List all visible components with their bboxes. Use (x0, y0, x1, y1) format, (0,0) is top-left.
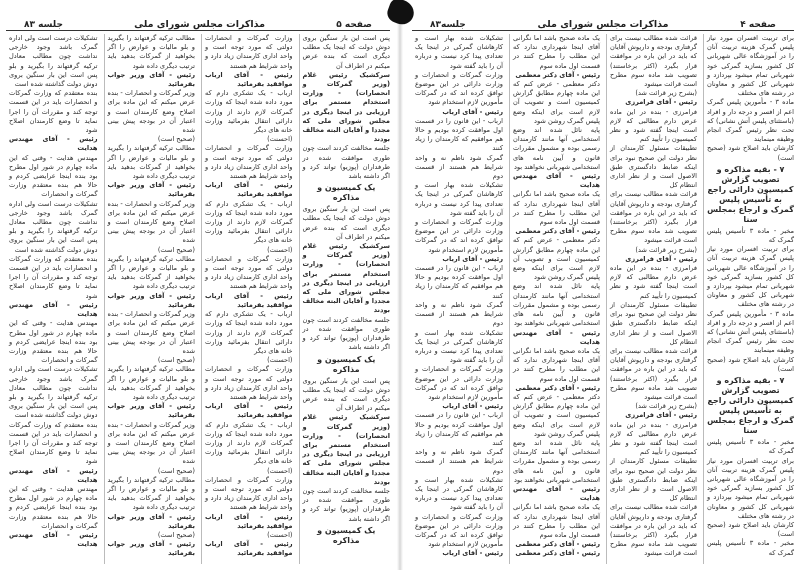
paragraph: (احسنت) (267, 466, 293, 475)
paragraph: وزارت گمرکات و انحصارات دولتی که مورد توجه است و واحد اداری کارمندان زیاد دارد و واحد شرایط هم هستند (205, 144, 293, 181)
page-number: صفحه ۵ (336, 20, 372, 30)
paragraph: وزیر گمرکات و انحصارات - بنده عرض میکنم که این ماده برای اصلاح وضع کارمندان است و اعتبار آن در بودجه پیش بینی شده (107, 420, 195, 466)
speaker-paragraph: رئیس - آقای فرامرزی (625, 254, 697, 263)
paragraph: برای تربیت افسران مورد نیاز پلیس گمرک هزینه تربیت آنان را در آموزشگاه عالی شهربانی کل کشور بسازید گمرکی خود شهربانی تمام میشود بپردازد و شهربانی کل کشور و معاونان در رشته های مختلف (707, 34, 794, 98)
text-column (6, 34, 98, 564)
paragraph: ارباب - یک تشکری دارم که مورد داده شده اینجا که وزارت گمرکات لازم دارند از وزارت دارائی انتقال بفرمائید وزارت خانه های دیگر (205, 89, 293, 135)
text-columns (6, 34, 390, 564)
publication-title: مذاکرات مجلس شورای ملی (134, 19, 266, 30)
paragraph: (صحیح است) (157, 245, 195, 254)
paragraph: پایه نائل شده اند وضع استخدامی آنها مانند کارمندان رسمی بوده و مشمول مقررات قانون و آیین نامه های استخدامی شهربانی نخواهند بود (513, 126, 600, 171)
paragraph: ارباب - یک تشکری دارم که مورد داده شده اینجا که وزارت گمرکات لازم دارند از وزارت دارائی انتقال بفرمائید وزارت خانه های دیگر (205, 420, 293, 466)
paragraph: وزارت گمرکات و انحصارات و وزارت دارائی در این موضوع توافق کرده اند که در گمرکات مأمورین لازم استخدام شود (415, 70, 503, 107)
speaker-paragraph: رئیس - آقای دکتر معظمی (515, 227, 600, 236)
paragraph: ارباب - این قانون را در قسمت اول موافقت کرده بودیم و حالا هم موافقیم که کارمندان را زیاد کنند (415, 116, 503, 153)
speaker-paragraph: سرکشیک رئیس غلام (وزیر گمرکات و انحصارات) - وزارت استخدام مستمر برای ارزیابی در اینجا دیگری در مجلس شورای ملی که مجددا و آقایان البته مخالف بودند (302, 242, 390, 315)
page-header (6, 8, 390, 31)
paragraph: پس است این بار سنگین بروی دوش دولت که اینجا یک مطلب دیگری است که بنده عرض میکنم در اطراف آن (302, 205, 390, 241)
paragraph: گمرک شود ناظم نه و واحد شرایط هم هستند از قسمت دوم (415, 300, 503, 328)
paragraph: وزارت گمرکات و انحصارات دولتی که مورد توجه است و واحد اداری کارمندان زیاد دارد و واحد شرایط هم هستند (205, 475, 293, 512)
paragraph: برای تربیت افسران مورد نیاز پلیس گمرک هزینه تربیت آنان را در آموزشگاه عالی شهربانی کل کشور بسازید گمرکی خود شهربانی تمام میشود بپردازد و شهربانی کل کشور و معاونان در رشته های مختلف (707, 245, 794, 309)
speaker-paragraph: سرکشیک رئیس غلام (وزیر گمرکات و انحصارات) - وزارت استخدام مستمر برای ارزیابی در اینجا دیگری در مجلس شورای ملی که مجددا و آقایان البته مخالف بودند (302, 413, 390, 486)
paragraph: مهندس هدایت - وقتی که این ماده چهارم در شور اول مطرح بود بنده اینجا عرایضی کردم و حالا هم بنده معتقدم وزارت گمرکات و انحصارات (9, 153, 98, 199)
paragraph: یک ماده صحیح باشد اما نگرانی آقای اینجا شهرداری ندارد که این مطلب را مطرح کنند در قسمت اول ماده سوم (513, 503, 600, 539)
session-number: جلسه ۸۳ (24, 20, 63, 30)
paragraph: یک ماده صحیح باشد اما نگرانی آقای اینجا شهرداری ندارد که این مطلب را مطرح کنند در قسمت اول ماده سوم (513, 34, 600, 70)
paragraph: تطبیقات مسئول کارمندان از نظر دولت این صحیح نبود برای اینکه ضابط دادگستری طبق الاصول است و از نظر اداری انتظام کل (610, 300, 697, 346)
speaker-paragraph: رئیس - آقای ارباب موافقید بفرمائید (205, 70, 293, 89)
paragraph: وزارت گمرکات و انحصارات و وزارت دارائی در این موضوع توافق کرده اند که در گمرکات مأمورین لازم استخدام شود (415, 218, 503, 254)
paragraph: وزیر گمرکات و انحصارات - بنده عرض میکنم که این ماده برای اصلاح وضع کارمندان است و اعتبار آن در بودجه پیش بینی شده (107, 310, 195, 355)
paragraph: وزارت گمرکات و انحصارات و وزارت دارائی در این موضوع توافق کرده اند که در گمرکات مأمورین لازم استخدام شود (415, 365, 503, 401)
text-column (509, 34, 600, 564)
speaker-paragraph: رئیس - آقای مهندس هدایت (9, 466, 98, 484)
paragraph: تشکیلات شده بهار است و کارهاشان گمرکی در اینجا یک تعدادی پیدا کرد نیست و درباره آن را باید گفته شود (415, 181, 503, 217)
paragraph: ماده ۳ - مأمورین پلیس گمرک اعم از افسر و درجه دار و افراد (باستثنای پلیس آتش نشانی) که تحت نظر رئیس گمرک انجام وظیفه مینمایند (707, 309, 794, 355)
paragraph: (بشرح زیر قرائت شد) (635, 245, 697, 254)
paragraph: (احسنت) (267, 356, 293, 365)
paragraph: گمرک شود ناظم نه و واحد شرایط هم هستند از قسمت دوم (415, 448, 503, 475)
paragraph: بنده معتقدم که وزارت گمرکات و انحصارات باید در این قسمت توجه کند و مقررات آن را اجرا نماید تا وضع کارمندان اصلاح شود (9, 254, 98, 300)
speaker-paragraph: رئیس - آقای وزیر جواب بفرمائید (107, 70, 195, 89)
paragraph: مخبر - ماده ۳ تأسیس پلیس گمرک که (707, 226, 794, 245)
paragraph: (صحیح است) (157, 466, 195, 475)
paragraph: جلسه مخالفت کردند است چون طوری موافقت شده در طرفداران (پوزیو) تواند کرد و اگر داشته باشد (302, 144, 390, 181)
session-number: جلسه۸۳ (430, 20, 466, 30)
speaker-paragraph: رئیس - آقای مهندس هدایت (9, 300, 98, 319)
speaker-paragraph: رئیس - آقای فرامرزی (625, 98, 697, 107)
paragraph: مطالب ترکیه گرفتهاند را بگیرید و بلو مالیات و عوارض را اگر بخواهید از گمرکات بدهید باید ترتیب دیگری داده شود (107, 144, 195, 181)
paragraph: قرائت شده مطالب نیست برای گرفتاری بودجه و داریوش آقایان که باید در این باره در موافقت قرار بگیرد (اکثر برخاستند) تصویب شد ماده سوم مطرح است قرائت میشود (610, 503, 697, 558)
paragraph: تشکیلات درست است ولی اداره گمرک باشد وجود خارجی نداشت چون مطالب معادل ترکیه گرفتهاند را بگیرید و بلو پس است این بار سنگین بروی دوش دولت گذاشته شده است (9, 365, 98, 420)
paragraph: برای تربیت افسران مورد نیاز پلیس گمرک هزینه تربیت آنان را در آموزشگاه عالی شهربانی کل کشور بسازید گمرکی خود شهربانی تمام میشود بپردازد و شهربانی کل کشور و معاونان در رشته های مختلف (707, 456, 794, 520)
speaker-paragraph: رئیس - آقای دکتر معظمی (515, 549, 600, 558)
right-page (400, 0, 800, 564)
speaker-paragraph: رئیس - آقای ارباب موافقید بفرمائید (205, 540, 293, 558)
paragraph: ارباب - این قانون را در قسمت اول موافقت کرده بودیم و حالا هم موافقیم که کارمندان را زیاد کنند (415, 264, 503, 300)
section-heading: یک کمیسیون و مذاکره (317, 183, 376, 203)
page-gutter (397, 0, 403, 570)
paragraph: جلسه مخالفت کردند است چون طوری موافقت شده در طرفداران (پوزیو) تواند کرد و اگر داشته باشد (302, 486, 390, 523)
speaker-paragraph: رئیس - آقای دکتر معظمی (515, 383, 600, 392)
text-columns (412, 34, 794, 564)
speaker-paragraph: رئیس - آقای ارباب (442, 254, 503, 263)
paragraph: وزارت گمرکات و انحصارات دولتی که مورد توجه است و واحد اداری کارمندان زیاد دارد و واحد شرایط هم هستند (205, 254, 293, 291)
paragraph: مطالب ترکیه گرفتهاند را بگیرید و بلو مالیات و عوارض را اگر بخواهید از گمرکات بدهید باید ترتیب دیگری داده شود (107, 475, 195, 512)
speaker-paragraph: رئیس - آقای ارباب موافقید بفرمائید (205, 291, 293, 309)
paragraph: گمرک شود ناظم نه و واحد شرایط هم هستند از قسمت دوم (415, 153, 503, 181)
speaker-paragraph: رئیس - آقای ارباب (442, 549, 503, 558)
paragraph: مخبر - ماده ۳ تأسیس پلیس گمرک که (707, 539, 794, 557)
paragraph: مهندس هدایت - وقتی که این ماده چهارم در شور اول مطرح بود بنده اینجا عرایضی کردم و حالا هم بنده معتقدم وزارت گمرکات و انحصارات (9, 484, 98, 530)
paragraph: تطبیقات مسئول کارمندان از نظر دولت این صحیح نبود برای اینکه ضابط دادگستری طبق الاصول است و از نظر اداری انتظام کل (610, 457, 697, 503)
paragraph: وزارت گمرکات و انحصارات دولتی که مورد توجه است و واحد اداری کارمندان زیاد دارد و واحد شرایط هم هستند (205, 365, 293, 401)
paragraph: وزیر گمرکات و انحصارات - بنده عرض میکنم که این ماده برای اصلاح وضع کارمندان است و اعتبار آن در بودجه پیش بینی شده (107, 199, 195, 245)
paragraph: تشکیلات درست است ولی اداره گمرک باشد وجود خارجی نداشت چون مطالب معادل ترکیه گرفتهاند را بگیرید و بلو پس است این بار سنگین بروی دوش دولت گذاشته شده است (9, 34, 98, 89)
paragraph: دکتر معظمی - عرض کنم که این ماده چهارم مطابق گزارش کمیسیون است و تصویب آن لازم است برای اینکه وضع پلیس گمرک روشن شود (513, 80, 600, 125)
speaker-paragraph: رئیس - آقای ارباب (442, 107, 503, 116)
paragraph: وزارت گمرکات و انحصارات دولتی که مورد توجه است و واحد اداری کارمندان زیاد دارد و واحد شرایط هم هستند (205, 34, 293, 70)
publication-title: مذاکرات مجلس شورای ملی (537, 19, 669, 30)
paragraph: قرائت شده مطالب نیست برای گرفتاری بودجه و داریوش آقایان که باید در این باره در موافقت قرار بگیرد (اکثر برخاستند) تصویب شد ماده سوم مطرح است قرائت میشود (610, 346, 697, 401)
paragraph: (صحیح است) (157, 356, 195, 365)
paragraph: پایه نائل شده اند وضع استخدامی آنها مانند کارمندان رسمی بوده و مشمول مقررات قانون و آیین نامه های استخدامی شهربانی نخواهند بود (513, 438, 600, 484)
paragraph: (احسنت) (267, 135, 293, 144)
speaker-paragraph: رئیس - آقای مهندس هدایت (9, 530, 98, 549)
speaker-paragraph: رئیس - آقای وزیر جواب بفرمائید (107, 540, 195, 558)
paragraph: بنده معتقدم که وزارت گمرکات و انحصارات باید در این قسمت توجه کند و مقررات آن را اجرا نماید تا وضع کارمندان اصلاح شود (9, 89, 98, 135)
paragraph: کارشان باید اصلاح شود (صحیح است) (707, 355, 794, 373)
paragraph: فرامرزی - بنده در این ماده عرض دارم مطالبی که لازم است اینجا گفته شود و نظر کمیسیون را تأیید کنم (610, 107, 697, 144)
paragraph: فرامرزی - بنده در این ماده عرض دارم مطالبی که لازم است اینجا گفته شود و نظر کمیسیون را تأیید کنم (610, 420, 697, 457)
paragraph: ماده ۳ - مأمورین پلیس گمرک اعم از افسر و درجه دار و افراد (باستثنای پلیس آتش نشانی) که تحت نظر رئیس گمرک انجام وظیفه مینمایند (707, 98, 794, 144)
speaker-paragraph: رئیس - آقای وزیر جواب بفرمائید (107, 181, 195, 199)
paragraph: جلسه مخالفت کردند است چون طوری موافقت شده در طرفداران (پوزیو) تواند کرد و اگر داشته باشد (302, 315, 390, 352)
paragraph: دکتر معظمی - عرض کنم که این ماده چهارم مطابق گزارش کمیسیون است و تصویب آن لازم است برای اینکه وضع پلیس گمرک روشن شود (513, 236, 600, 282)
paragraph: یک ماده صحیح باشد اما نگرانی آقای اینجا شهرداری ندارد که این مطلب را مطرح کنند در قسمت اول ماده سوم (513, 346, 600, 383)
paragraph: مخبر - ماده ۳ تأسیس پلیس گمرک که (707, 438, 794, 456)
speaker-paragraph: رئیس - آقای وزیر جواب بفرمائید (107, 291, 195, 309)
paragraph: (احسنت) (267, 245, 293, 254)
section-heading: ۷ - بقیه مذاکره و تصویب گزارش کمیسیون دارائی راجع به تأسیس پلیس گمرک و ارجاع بمجلس سنا (707, 164, 794, 224)
paragraph: وزیر گمرکات و انحصارات - بنده عرض میکنم که این ماده برای اصلاح وضع کارمندان است و اعتبار آن در بودجه پیش بینی شده (107, 89, 195, 135)
text-column (104, 34, 196, 564)
paragraph: مهندس هدایت - وقتی که این ماده چهارم در شور اول مطرح بود بنده اینجا عرایضی کردم و حالا هم بنده معتقدم وزارت گمرکات و انحصارات (9, 319, 98, 365)
paragraph: تشکیلات درست است ولی اداره گمرک باشد وجود خارجی نداشت چون مطالب معادل ترکیه گرفتهاند را بگیرید و بلو پس است این بار سنگین بروی دوش دولت گذاشته شده است (9, 199, 98, 254)
speaker-paragraph: رئیس - آقای دکتر معظمی (515, 70, 600, 79)
speaker-paragraph: رئیس - آقای فرامرزی (625, 411, 697, 420)
speaker-paragraph: رئیس - آقای وزیر جواب بفرمائید (107, 402, 195, 420)
paragraph: تشکیلات شده بهار است و کارهاشان گمرکی در اینجا یک تعدادی پیدا کرد نیست و درباره آن را باید گفته شود (415, 328, 503, 365)
text-column (412, 34, 503, 564)
paragraph: کارشان باید اصلاح شود (صحیح است) (707, 144, 794, 162)
speaker-paragraph: رئیس - آقای مهندس هدایت (513, 172, 600, 190)
paragraph: پایه نائل شده اند وضع استخدامی آنها مانند کارمندان رسمی بوده و مشمول مقررات قانون و آیین نامه های استخدامی شهربانی نخواهند بود (513, 282, 600, 328)
paragraph: (بشرح زیر قرائت شد) (635, 89, 697, 98)
page-number: صفحه ۴ (740, 20, 776, 30)
text-column (299, 34, 391, 564)
paragraph: (بشرح زیر قرائت شد) (635, 402, 697, 411)
speaker-paragraph: رئیس - آقای ارباب موافقید بفرمائید (205, 402, 293, 420)
speaker-paragraph: رئیس - آقای ارباب موافقید بفرمائید (205, 512, 293, 530)
left-page (0, 0, 400, 564)
speaker-paragraph: رئیس - آقای دکتر معظمی (515, 540, 600, 549)
paragraph: تطبیقات مسئول کارمندان از نظر دولت این صحیح نبود برای اینکه ضابط دادگستری طبق الاصول است و از نظر اداری انتظام کل (610, 144, 697, 190)
paragraph: فرامرزی - بنده در این ماده عرض دارم مطالبی که لازم است اینجا گفته شود و نظر کمیسیون را تأیید کنم (610, 264, 697, 300)
text-column (606, 34, 697, 564)
section-heading: ۷ - بقیه مذاکره و تصویب گزارش کمیسیون دارائی راجع به تأسیس پلیس گمرک و ارجاع بمجلس سنا (707, 376, 794, 436)
paragraph: وزارت گمرکات و انحصارات و وزارت دارائی در این موضوع توافق کرده اند که در گمرکات مأمورین لازم استخدام شود (415, 512, 503, 549)
paragraph: ارباب - یک تشکری دارم که مورد داده شده اینجا که وزارت گمرکات لازم دارند از وزارت دارائی انتقال بفرمائید وزارت خانه های دیگر (205, 310, 293, 355)
speaker-paragraph: سرکشیک رئیس غلام (وزیر گمرکات و انحصارات) - وزارت استخدام مستمر برای ارزیابی در اینجا دیگری در مجلس شورای ملی که مجددا و آقایان البته مخالف بودند (302, 70, 390, 144)
paragraph: بنده معتقدم که وزارت گمرکات و انحصارات باید در این قسمت توجه کند و مقررات آن را اجرا نماید تا وضع کارمندان اصلاح شود (9, 420, 98, 466)
text-column (703, 34, 794, 564)
paragraph: دکتر معظمی - عرض کنم که این ماده چهارم مطابق گزارش کمیسیون است و تصویب آن لازم است برای اینکه وضع پلیس گمرک روشن شود (513, 392, 600, 438)
page-header (412, 8, 794, 31)
paragraph: ارباب - این قانون را در قسمت اول موافقت کرده بودیم و حالا هم موافقیم که کارمندان را زیاد کنند (415, 411, 503, 447)
speaker-paragraph: رئیس - آقای مهندس هدایت (9, 135, 98, 153)
speaker-paragraph: رئیس - آقای ارباب موافقید بفرمائید (205, 181, 293, 199)
speaker-paragraph: رئیس - آقای وزیر جواب بفرمائید (107, 512, 195, 530)
paragraph: ارباب - یک تشکری دارم که مورد داده شده اینجا که وزارت گمرکات لازم دارند از وزارت دارائی انتقال بفرمائید وزارت خانه های دیگر (205, 199, 293, 245)
paragraph: قرائت شده مطالب نیست برای گرفتاری بودجه و داریوش آقایان که باید در این باره در موافقت قرار بگیرد (اکثر برخاستند) تصویب شد ماده سوم مطرح است قرائت میشود (610, 190, 697, 245)
paragraph: تشکیلات شده بهار است و کارهاشان گمرکی در اینجا یک تعدادی پیدا کرد نیست و درباره آن را باید گفته شود (415, 475, 503, 512)
paragraph: پس است این بار سنگین بروی دوش دولت که اینجا یک مطلب دیگری است که بنده عرض میکنم در اطراف آن (302, 34, 390, 70)
paragraph: یک ماده صحیح باشد اما نگرانی آقای اینجا شهرداری ندارد که این مطلب را مطرح کنند در قسمت اول ماده سوم (513, 190, 600, 227)
speaker-paragraph: رئیس - آقای مهندس هدایت (513, 484, 600, 503)
paragraph: پس است این بار سنگین بروی دوش دولت که اینجا یک مطلب دیگری است که بنده عرض میکنم در اطراف آن (302, 376, 390, 413)
paragraph: تشکیلات شده بهار است و کارهاشان گمرکی در اینجا یک تعدادی پیدا کرد نیست و درباره آن را باید گفته شود (415, 34, 503, 70)
speaker-paragraph: رئیس - آقای مهندس هدایت (513, 328, 600, 346)
paragraph: مطالب ترکیه گرفتهاند را بگیرید و بلو مالیات و عوارض را اگر بخواهید از گمرکات بدهید باید ترتیب دیگری داده شود (107, 34, 195, 70)
paragraph: قرائت شده مطالب نیست برای گرفتاری بودجه و داریوش آقایان که باید در این باره در موافقت قرار بگیرد (اکثر برخاستند) تصویب شد ماده سوم مطرح است قرائت میشود (610, 34, 697, 89)
section-heading: یک کمیسیون و مذاکره (317, 525, 376, 545)
speaker-paragraph: رئیس - آقای ارباب (442, 402, 503, 411)
paragraph: مطالب ترکیه گرفتهاند را بگیرید و بلو مالیات و عوارض را اگر بخواهید از گمرکات بدهید باید ترتیب دیگری داده شود (107, 254, 195, 291)
section-heading: یک کمیسیون و مذاکره (317, 354, 376, 374)
paragraph: (صحیح است) (157, 530, 195, 539)
text-column (201, 34, 293, 564)
paragraph: مطالب ترکیه گرفتهاند را بگیرید و بلو مالیات و عوارض را اگر بخواهید از گمرکات بدهید باید ترتیب دیگری داده شود (107, 365, 195, 401)
paragraph: (صحیح است) (157, 135, 195, 144)
paragraph: (احسنت) (267, 530, 293, 539)
paragraph: کارشان باید اصلاح شود (صحیح است) (707, 520, 794, 539)
